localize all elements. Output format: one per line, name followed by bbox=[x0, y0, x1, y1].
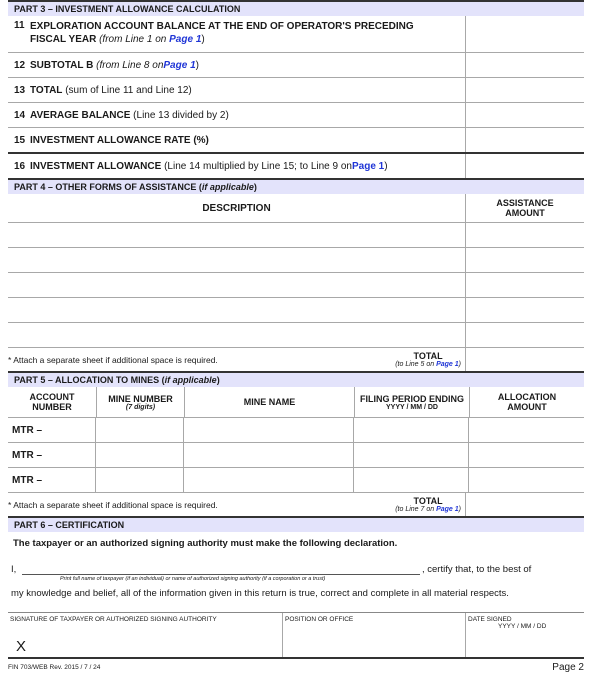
allocation-total-input[interactable] bbox=[466, 493, 584, 516]
header-line-1: ALLOCATION bbox=[497, 392, 557, 402]
line-label-cont: FISCAL YEAR bbox=[30, 34, 97, 45]
line-label: EXPLORATION ACCOUNT BALANCE AT THE END OF OPERATOR'S PRECEDING bbox=[30, 21, 414, 32]
i-label: I, bbox=[11, 564, 17, 575]
page-1-link[interactable]: Page 1 bbox=[169, 34, 202, 45]
mine-number-input[interactable] bbox=[96, 468, 184, 492]
line-label: TOTAL bbox=[30, 84, 63, 96]
footer bbox=[8, 659, 584, 673]
header-line-1: MINE NAME bbox=[243, 397, 296, 407]
part5-header bbox=[8, 373, 584, 387]
header-sub: (7 digits) bbox=[125, 403, 156, 411]
part4-section bbox=[8, 178, 584, 373]
line-16-row bbox=[8, 154, 584, 178]
description-input[interactable] bbox=[8, 298, 466, 322]
assistance-amount-input[interactable] bbox=[466, 273, 584, 297]
description-input[interactable] bbox=[8, 323, 466, 347]
filing-period-header bbox=[355, 387, 470, 417]
line-number: 12 bbox=[14, 59, 26, 71]
description-input[interactable] bbox=[8, 223, 466, 247]
position-field[interactable] bbox=[283, 613, 466, 657]
line-note: (from Line 8 on bbox=[96, 59, 164, 71]
part4-title-end: ) bbox=[253, 182, 257, 192]
header-line-1: FILING PERIOD ENDING bbox=[359, 393, 464, 404]
date-signed-field[interactable] bbox=[466, 613, 584, 657]
assistance-amount-header bbox=[466, 194, 584, 222]
description-header bbox=[8, 194, 466, 222]
header-line-1: ACCOUNT bbox=[29, 392, 75, 402]
allocation-amount-input[interactable] bbox=[469, 418, 584, 442]
page-number: Page 2 bbox=[552, 662, 584, 673]
line-note: (from Line 1 on bbox=[99, 34, 170, 45]
part3-section bbox=[8, 0, 584, 178]
part4-title: PART 4 – OTHER FORMS OF ASSISTANCE ( bbox=[14, 182, 202, 192]
note-close: ) bbox=[458, 506, 461, 513]
page-1-link[interactable]: Page 1 bbox=[436, 361, 459, 368]
part5-title-end: ) bbox=[216, 375, 220, 385]
form-id: FIN 703/WEB Rev. 2015 / 7 / 24 bbox=[8, 664, 101, 671]
header-line-1: MINE NUMBER bbox=[108, 393, 173, 404]
total-sub bbox=[395, 361, 461, 368]
part6-header: PART 6 – CERTIFICATION bbox=[8, 518, 584, 532]
mine-row bbox=[8, 443, 584, 468]
line-15-input[interactable] bbox=[466, 128, 584, 152]
certify-line bbox=[8, 560, 584, 586]
line-14-input[interactable] bbox=[466, 103, 584, 127]
mine-name-input[interactable] bbox=[184, 443, 354, 467]
header-line-2: NUMBER bbox=[32, 402, 72, 412]
total-sub bbox=[395, 506, 461, 513]
note-close: ) bbox=[458, 361, 461, 368]
signature-x-mark: X bbox=[16, 638, 27, 655]
assistance-row bbox=[8, 298, 584, 323]
line-12-row bbox=[8, 53, 584, 78]
line-number: 16 bbox=[14, 160, 26, 172]
part4-header bbox=[8, 180, 584, 194]
total-sub-text: (to Line 7 on bbox=[395, 506, 437, 513]
account-number-input[interactable] bbox=[8, 443, 96, 467]
filing-period-input[interactable] bbox=[354, 468, 469, 492]
header-line-2: AMOUNT bbox=[505, 208, 545, 218]
account-number-input[interactable] bbox=[8, 418, 96, 442]
assistance-row bbox=[8, 248, 584, 273]
mine-row bbox=[8, 468, 584, 493]
signature-field[interactable] bbox=[8, 613, 283, 657]
filing-period-input[interactable] bbox=[354, 418, 469, 442]
signature-label: SIGNATURE OF TAXPAYER OR AUTHORIZED SIGNING AUTHORITY bbox=[10, 616, 217, 623]
mine-name-input[interactable] bbox=[184, 468, 354, 492]
assistance-total-input[interactable] bbox=[466, 348, 584, 371]
header-line-2: AMOUNT bbox=[507, 402, 547, 412]
part4-rows bbox=[8, 223, 584, 348]
header-sub: YYYY / MM / DD bbox=[386, 403, 438, 411]
part5-rows bbox=[8, 418, 584, 493]
part4-title-italic: if applicable bbox=[201, 182, 254, 192]
line-label: INVESTMENT ALLOWANCE bbox=[30, 160, 162, 172]
assistance-row bbox=[8, 273, 584, 298]
part5-total-row bbox=[8, 493, 584, 518]
assistance-row bbox=[8, 323, 584, 348]
part5-section bbox=[8, 373, 584, 518]
line-label: AVERAGE BALANCE bbox=[30, 109, 131, 121]
assistance-amount-input[interactable] bbox=[466, 248, 584, 272]
account-number-input[interactable] bbox=[8, 468, 96, 492]
allocation-amount-input[interactable] bbox=[469, 468, 584, 492]
description-input[interactable] bbox=[8, 248, 466, 272]
part5-title-italic: if applicable bbox=[164, 375, 217, 385]
assistance-amount-input[interactable] bbox=[466, 223, 584, 247]
part4-total-row bbox=[8, 348, 584, 373]
position-label: POSITION OR OFFICE bbox=[285, 616, 354, 623]
line-label: INVESTMENT ALLOWANCE RATE (%) bbox=[30, 134, 209, 146]
certify-text: , certify that, to the best of bbox=[422, 564, 532, 575]
attach-note: * Attach a separate sheet if additional space is required. bbox=[8, 499, 218, 510]
part3-header: PART 3 – INVESTMENT ALLOWANCE CALCULATION bbox=[8, 2, 584, 16]
knowledge-statement: my knowledge and belief, all of the information given in this return is true, correct and complete in all material respects. bbox=[11, 588, 509, 599]
line-note: (Line 13 divided by 2) bbox=[133, 109, 229, 121]
full-name-input[interactable] bbox=[22, 574, 420, 575]
allocation-amount-header bbox=[470, 387, 584, 417]
mtr-prefix: MTR – bbox=[12, 424, 42, 436]
note-close: ) bbox=[201, 34, 205, 45]
total-label-group bbox=[395, 496, 465, 513]
declaration-instruction: The taxpayer or an authorized signing authority must make the following declaration. bbox=[13, 538, 398, 549]
mtr-prefix: MTR – bbox=[12, 449, 42, 461]
page-1-link[interactable]: Page 1 bbox=[351, 160, 385, 172]
date-format: YYYY / MM / DD bbox=[498, 623, 547, 630]
account-number-header bbox=[8, 387, 97, 417]
date-signed-label: DATE SIGNED bbox=[468, 616, 512, 623]
note-close: ) bbox=[195, 59, 199, 71]
part6-section bbox=[8, 518, 584, 673]
total-label: TOTAL bbox=[413, 496, 443, 506]
assistance-amount-input[interactable] bbox=[466, 298, 584, 322]
mine-row bbox=[8, 418, 584, 443]
allocation-amount-input[interactable] bbox=[469, 443, 584, 467]
line-15-row bbox=[8, 128, 584, 154]
line-16-input[interactable] bbox=[466, 154, 584, 178]
header-line-1: ASSISTANCE bbox=[496, 198, 554, 208]
line-number: 14 bbox=[14, 109, 26, 121]
line-number: 15 bbox=[14, 134, 26, 146]
line-note: (sum of Line 11 and Line 12) bbox=[65, 84, 192, 96]
line-number: 11 bbox=[14, 20, 25, 31]
line-12-input[interactable] bbox=[466, 53, 584, 77]
line-13-input[interactable] bbox=[466, 78, 584, 102]
description-input[interactable] bbox=[8, 273, 466, 297]
line-14-row bbox=[8, 103, 584, 128]
mine-number-input[interactable] bbox=[96, 418, 184, 442]
page-1-link[interactable]: Page 1 bbox=[163, 59, 196, 71]
mine-number-input[interactable] bbox=[96, 443, 184, 467]
name-caption: Print full name of taxpayer (if an individual) or name of authorized signing authority (if a corporation or a trust) bbox=[60, 576, 326, 582]
line-11-input[interactable] bbox=[466, 16, 584, 52]
total-label-group bbox=[395, 351, 465, 368]
part4-column-headers bbox=[8, 194, 584, 223]
mtr-prefix: MTR – bbox=[12, 474, 42, 486]
line-11-row bbox=[8, 16, 584, 53]
assistance-amount-input[interactable] bbox=[466, 323, 584, 347]
filing-period-input[interactable] bbox=[354, 443, 469, 467]
mine-name-header bbox=[185, 387, 355, 417]
note-close: ) bbox=[384, 160, 388, 172]
line-13-row bbox=[8, 78, 584, 103]
assistance-row bbox=[8, 223, 584, 248]
mine-number-header bbox=[97, 387, 185, 417]
attach-note: * Attach a separate sheet if additional space is required. bbox=[8, 354, 218, 365]
part5-column-headers bbox=[8, 387, 584, 418]
total-label: TOTAL bbox=[413, 351, 443, 361]
line-label: SUBTOTAL B bbox=[30, 59, 94, 71]
description-header-text: DESCRIPTION bbox=[202, 202, 271, 214]
mine-name-input[interactable] bbox=[184, 418, 354, 442]
form-page bbox=[8, 0, 584, 673]
line-number: 13 bbox=[14, 84, 26, 96]
total-sub-text: (to Line 5 on bbox=[395, 361, 437, 368]
line-note: (Line 14 multiplied by Line 15; to Line 9 on bbox=[164, 160, 352, 172]
part5-title: PART 5 – ALLOCATION TO MINES ( bbox=[14, 375, 165, 385]
page-1-link[interactable]: Page 1 bbox=[436, 506, 459, 513]
